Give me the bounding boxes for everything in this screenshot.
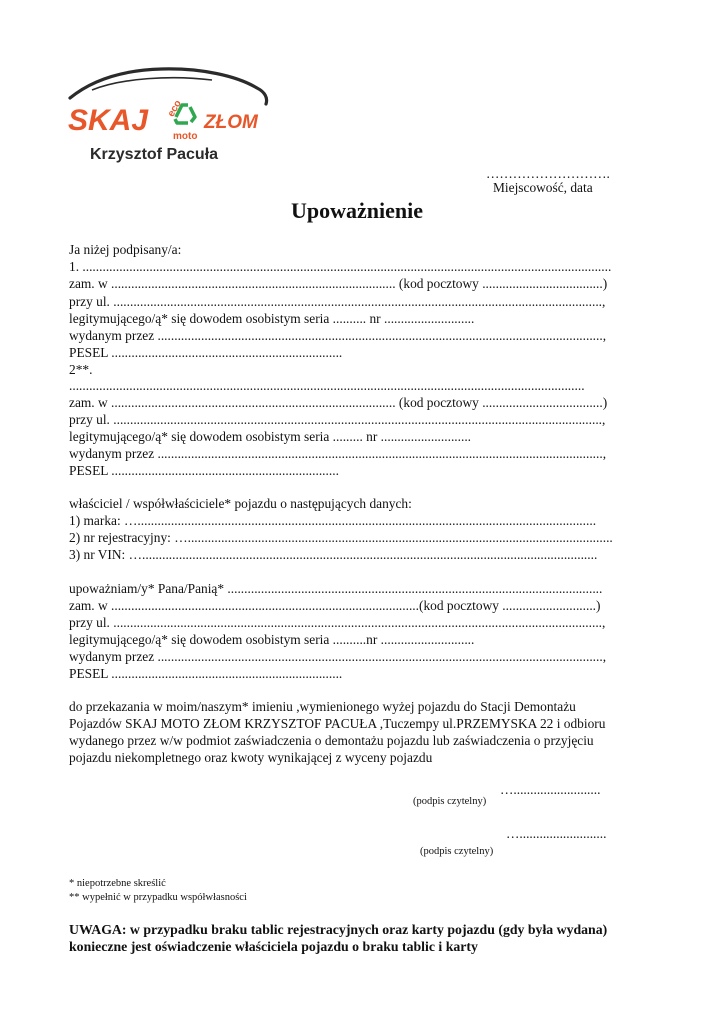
warning-line-2: konieczne jest oświadczenie właściciela pojazdu o braku tablic i karty <box>69 939 478 954</box>
authorized-name: upoważniam/y* Pana/Panią* ................................................................................................................ <box>69 581 603 596</box>
person-2-name: .......................................................................................................................................................... <box>69 378 585 393</box>
signer-intro: Ja niżej podpisany/a: <box>69 242 182 257</box>
purpose-line-2: Pojazdów SKAJ MOTO ZŁOM KRZYSZTOF PACUŁA ,Tuczempy ul.PRZEMYSKA 22 i odbioru <box>69 716 606 731</box>
person-1-name: 1. .............................................................................................................................................................. <box>69 259 612 274</box>
authorized-issued: wydanym przez ....................................................................................................................................., <box>69 649 607 664</box>
logo-moto: moto <box>173 131 198 142</box>
logo-brand-left: SKAJ <box>68 104 149 137</box>
place-date-dots: ………………………. <box>486 166 610 181</box>
person-1-street: przy ul. .................................................................................................................................................., <box>69 294 606 309</box>
authorized-pesel: PESEL ..................................................................... <box>69 666 343 681</box>
person-2-street: przy ul. .................................................................................................................................................., <box>69 412 606 427</box>
car-silhouette-icon <box>70 69 267 104</box>
person-2-id: legitymującego/ą* się dowodem osobistym seria ......... nr ........................... <box>69 429 472 444</box>
person-1-id: legitymującego/ą* się dowodem osobistym seria .......... nr ........................... <box>69 311 475 326</box>
vehicle-registration: 2) nr rejestracyjny: …............................................................................................................................... <box>69 530 613 545</box>
signature-2-label: (podpis czytelny) <box>420 846 494 857</box>
footnote-2: ** wypełnić w przypadku współwłasności <box>69 892 247 903</box>
person-2-pesel: PESEL .................................................................... <box>69 463 339 478</box>
authorized-address: zam. w ............................................................................................(kod pocztowy ............................) <box>69 598 601 613</box>
authorized-street: przy ul. .................................................................................................................................................., <box>69 615 606 630</box>
person-1-issued: wydanym przez ....................................................................................................................................., <box>69 328 607 343</box>
logo-eco: eco <box>165 98 184 119</box>
footnote-1: * niepotrzebne skreślić <box>69 878 166 889</box>
person-2-address: zam. w ..................................................................................... (kod pocztowy ....................................) <box>69 395 608 410</box>
purpose-line-4: pojazdu niekompletnego oraz kwoty wynikającej z wyceny pojazdu <box>69 750 433 765</box>
purpose-line-3: wydanego przez w/w podmiot zaświadczenia o demontażu pojazdu lub zaświadczenia o przyjęciu <box>69 733 594 748</box>
warning-line-1: UWAGA: w przypadku braku tablic rejestracyjnych oraz karty pojazdu (gdy była wydana) <box>69 922 608 937</box>
signature-2-dots: ….......................... <box>506 826 607 841</box>
vehicle-vin: 3) nr VIN: …........................................................................................................................................ <box>69 547 598 562</box>
logo-brand-right: ZŁOM <box>204 112 258 133</box>
document-title: Upoważnienie <box>291 198 423 223</box>
person-1-pesel: PESEL ..................................................................... <box>69 345 343 360</box>
place-date-label: Miejscowość, data <box>493 180 593 195</box>
authorized-id: legitymującego/ą* się dowodem osobistym seria ..........nr ............................ <box>69 632 475 647</box>
company-logo <box>62 58 282 168</box>
purpose-line-1: do przekazania w moim/naszym* imieniu ,wymienionego wyżej pojazdu do Stacji Demontażu <box>69 699 576 714</box>
signature-1-dots: ….......................... <box>500 782 601 797</box>
vehicle-make: 1) marka: …......................................................................................................................................... <box>69 513 597 528</box>
person-1-address: zam. w ..................................................................................... (kod pocztowy ....................................) <box>69 276 608 291</box>
vehicle-intro: właściciel / współwłaściciele* pojazdu o następujących danych: <box>69 496 412 511</box>
person-2-issued: wydanym przez ....................................................................................................................................., <box>69 446 607 461</box>
signature-1-label: (podpis czytelny) <box>413 796 487 807</box>
person-2-label: 2**. <box>69 362 93 377</box>
logo-owner: Krzysztof Pacuła <box>90 146 219 163</box>
